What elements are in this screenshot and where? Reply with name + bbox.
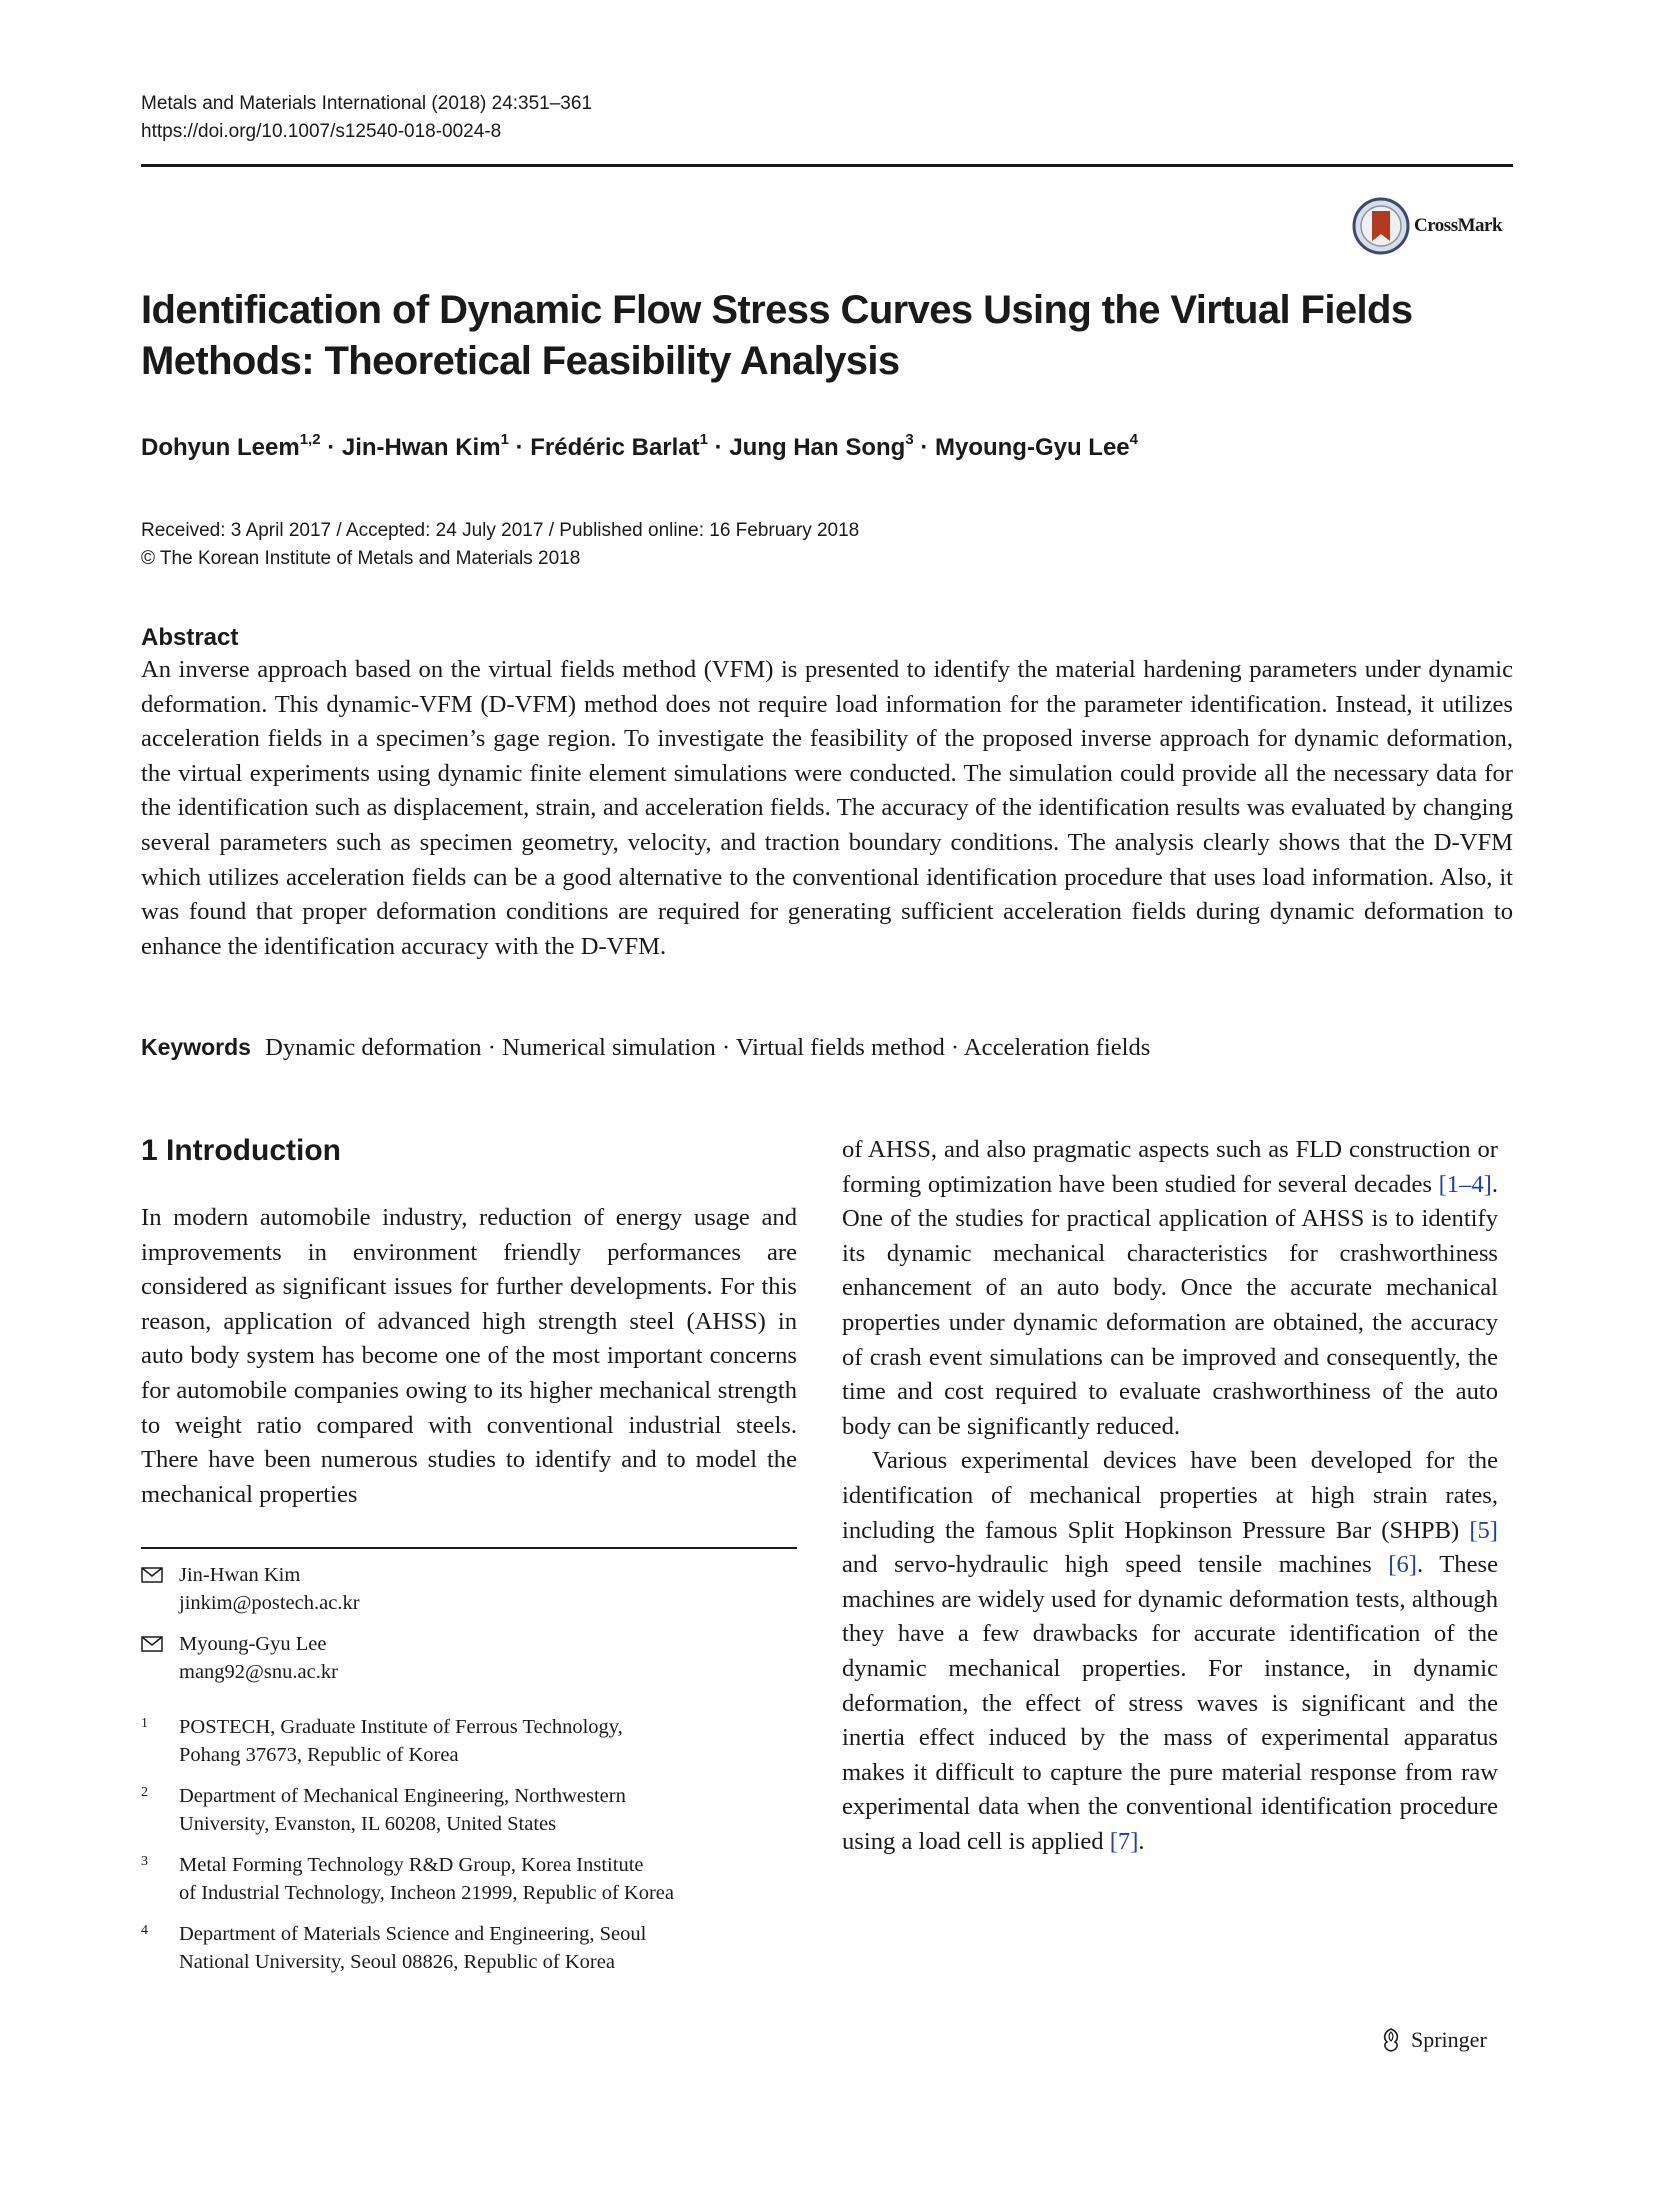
affiliation-line: POSTECH, Graduate Institute of Ferrous Technology, xyxy=(179,1716,623,1738)
springer-logo-icon xyxy=(1377,2026,1405,2054)
journal-header xyxy=(141,90,592,146)
crossmark-icon xyxy=(1352,197,1410,255)
author-separator: · xyxy=(707,434,730,461)
envelope-icon xyxy=(141,1636,163,1652)
intro-right-column xyxy=(842,1133,1498,1859)
intro-left-column xyxy=(141,1201,797,1512)
publication-info xyxy=(141,517,859,573)
corresponding-authors xyxy=(141,1561,797,1699)
author-list xyxy=(141,433,1138,463)
affiliation-line: Department of Mechanical Engineering, Northwestern xyxy=(179,1785,626,1807)
affiliation-entry xyxy=(141,1920,797,1976)
affiliation-number: 4 xyxy=(141,1923,148,1938)
affiliation-number: 3 xyxy=(141,1854,148,1869)
author-affiliation-marker: 3 xyxy=(905,431,914,448)
footnote-rule xyxy=(141,1547,797,1549)
citation-link[interactable]: [1–4] xyxy=(1438,1170,1492,1198)
paper-title: Identification of Dynamic Flow Stress Curves Using the Virtual Fields Methods: Theoretical Feasibility Analysis xyxy=(141,288,1413,383)
citation-link[interactable]: [7] xyxy=(1109,1827,1139,1855)
text-span: . These machines are widely used for dynamic deformation tests, although they have a few drawbacks for accurate identification of the dynamic mechanical properties. For instance, in dynamic deformation, the effect of stress waves is significant and the inertia effect induced by the mass of experimental apparatus makes it difficult to capture the pure material response from raw experimental data when the conventional identification procedure using a load cell is applied xyxy=(842,1551,1499,1855)
text-span: of AHSS, and also pragmatic aspects such as FLD construction or forming optimization have been studied for several decades xyxy=(842,1136,1498,1198)
affiliation-entry xyxy=(141,1713,797,1769)
author-name[interactable]: Myoung-Gyu Lee xyxy=(934,434,1130,461)
contact-name: Myoung-Gyu Lee xyxy=(179,1633,327,1655)
author-name[interactable]: Jin-Hwan Kim xyxy=(341,434,501,461)
affiliations xyxy=(141,1713,797,1989)
author-separator: · xyxy=(913,434,935,461)
intro-paragraph-3 xyxy=(842,1444,1498,1859)
affiliation-entry xyxy=(141,1782,797,1838)
affiliation-number: 2 xyxy=(141,1785,148,1800)
keywords-text: Dynamic deformation · Numerical simulation · Virtual fields method · Acceleration fields xyxy=(265,1034,1151,1061)
keywords xyxy=(141,1030,1150,1065)
intro-paragraph-1: In modern automobile industry, reduction of energy usage and improvements in environment friendly performances are considered as significant issues for further developments. For this reason, application of advanced high strength steel (AHSS) in auto body system has become one of the most important concerns for automobile companies owing to its higher mechanical strength to weight ratio compared with conventional industrial steels. There have been numerous studies to identify and to model the mechanical properties xyxy=(141,1204,797,1508)
citation-link[interactable]: [6] xyxy=(1388,1551,1417,1579)
publication-dates: Received: 3 April 2017 / Accepted: 24 July 2017 / Published online: 16 February 2018 xyxy=(141,520,860,541)
contact-entry xyxy=(141,1561,797,1617)
citation-link[interactable]: [5] xyxy=(1469,1516,1498,1544)
publisher-mark xyxy=(1377,2026,1487,2054)
abstract-heading: Abstract xyxy=(141,624,239,651)
contact-email[interactable]: mang92@snu.ac.kr xyxy=(179,1661,338,1683)
envelope-icon xyxy=(141,1567,163,1583)
affiliation-line: Metal Forming Technology R&D Group, Korea Institute xyxy=(179,1854,644,1876)
author-affiliation-marker: 1,2 xyxy=(299,431,321,448)
intro-paragraph-2 xyxy=(842,1133,1498,1444)
author-affiliation-marker: 4 xyxy=(1129,431,1138,448)
contact-email[interactable]: jinkim@postech.ac.kr xyxy=(179,1592,360,1614)
contact-name: Jin-Hwan Kim xyxy=(179,1564,301,1586)
abstract-text: An inverse approach based on the virtual fields method (VFM) is presented to identify the material hardening parameters under dynamic deformation. This dynamic-VFM (D-VFM) method does not require load information for the parameter identification. Instead, it utilizes acceleration fields in a specimen’s gage region. To investigate the feasibility of the proposed inverse approach for dynamic deformation, the virtual experiments using dynamic finite element simulations were conducted. The simulation could provide all the necessary data for the identification such as displacement, strain, and acceleration fields. The accuracy of the identification results was evaluated by changing several parameters such as specimen geometry, velocity, and traction boundary conditions. The analysis clearly shows that the D-VFM which utilizes acceleration fields can be a good alternative to the conventional identification procedure that uses load information. Also, it was found that proper deformation conditions are required for generating sufficient acceleration fields during dynamic deformation to enhance the identification accuracy with the D-VFM. xyxy=(141,656,1513,960)
affiliation-line: Department of Materials Science and Engineering, Seoul xyxy=(179,1923,647,1945)
journal-citation: Metals and Materials International (2018) 24:351–361 xyxy=(141,93,593,114)
author-name[interactable]: Jung Han Song xyxy=(729,434,906,461)
author-name[interactable]: Frédéric Barlat xyxy=(530,434,700,461)
publisher-name: Springer xyxy=(1411,2027,1487,2052)
author-separator: · xyxy=(320,434,342,461)
text-span: Various experimental devices have been developed for the identification of mechanical properties at high strain rates, including the famous Split Hopkinson Pressure Bar (SHPB) xyxy=(842,1447,1498,1544)
section-heading-introduction: 1 Introduction xyxy=(141,1134,341,1167)
copyright-notice: © The Korean Institute of Metals and Materials 2018 xyxy=(141,548,581,569)
author-affiliation-marker: 1 xyxy=(699,431,708,448)
text-span: . xyxy=(1138,1827,1145,1855)
affiliation-line: of Industrial Technology, Incheon 21999, Republic of Korea xyxy=(179,1882,674,1904)
affiliation-line: National University, Seoul 08826, Republic of Korea xyxy=(179,1951,615,1973)
affiliation-line: Pohang 37673, Republic of Korea xyxy=(179,1744,459,1766)
doi-link[interactable]: https://doi.org/10.1007/s12540-018-0024-8 xyxy=(141,121,502,142)
affiliation-entry xyxy=(141,1851,797,1907)
contact-entry xyxy=(141,1630,797,1686)
author-separator: · xyxy=(508,434,531,461)
author-name[interactable]: Dohyun Leem xyxy=(141,434,300,461)
author-affiliation-marker: 1 xyxy=(500,431,509,448)
keywords-label: Keywords xyxy=(141,1034,251,1060)
crossmark-label: CrossMark xyxy=(1414,215,1503,236)
header-rule xyxy=(141,164,1513,167)
affiliation-line: University, Evanston, IL 60208, United States xyxy=(179,1813,557,1835)
text-span: . One of the studies for practical application of AHSS is to identify its dynamic mechanical characteristics for crashworthiness enhancement of an auto body. Once the accurate mechanical properties under dynamic deformation are obtained, the accuracy of crash event simulations can be improved and consequently, the time and cost required to evaluate crashworthiness of the auto body can be significantly reduced. xyxy=(842,1170,1498,1440)
affiliation-number: 1 xyxy=(141,1716,148,1731)
crossmark-badge[interactable] xyxy=(1352,197,1502,255)
text-span: and servo-hydraulic high speed tensile machines xyxy=(842,1551,1389,1579)
